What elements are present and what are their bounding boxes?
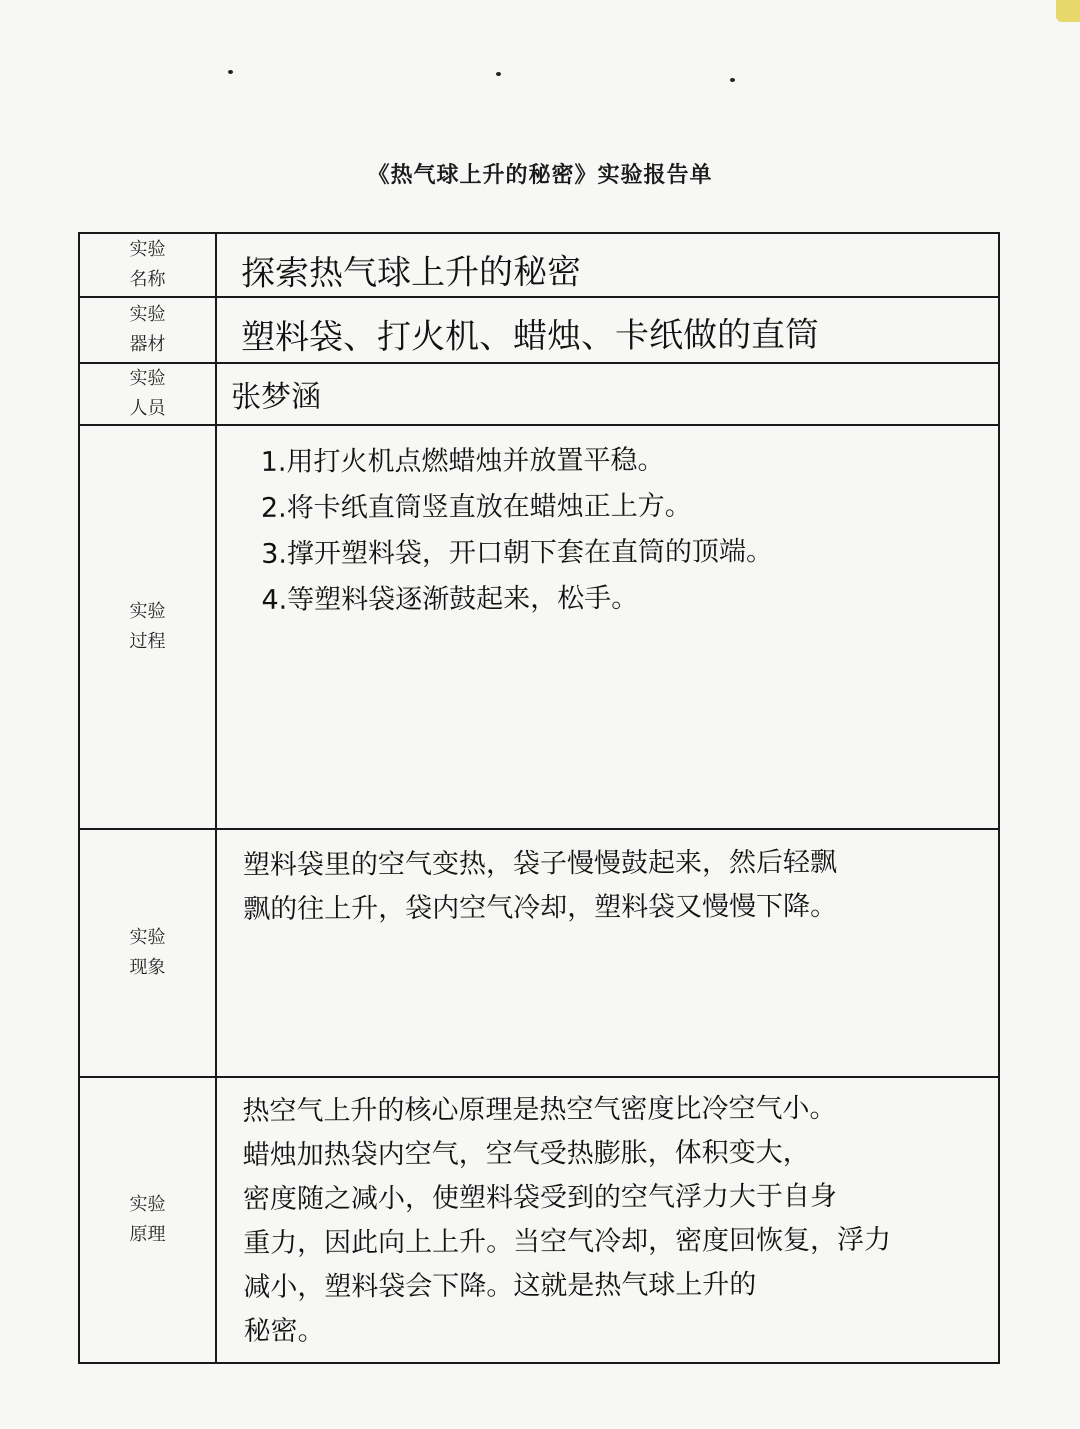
personnel-value: 张梦涵 [230, 379, 322, 415]
process-step: 1.用打火机点燃蜡烛并放置平稳。 [260, 444, 665, 478]
paper-speck [228, 70, 233, 74]
process-step: 3.撑开塑料袋，开口朝下套在直筒的顶端。 [261, 536, 773, 570]
principle-line: 重力，因此向上上升。当空气冷却，密度回恢复，浮力 [243, 1224, 892, 1259]
phenomenon-text [217, 828, 999, 932]
paper-speck [496, 72, 501, 76]
principle-text [216, 1076, 998, 1354]
value-cell [216, 1077, 999, 1363]
phenomenon-line: 塑料袋里的空气变热，袋子慢慢鼓起来，然后轻飘 [242, 846, 837, 881]
process-step: 2.将卡纸直筒竖直放在蜡烛正上方。 [260, 490, 692, 524]
label-process [130, 597, 166, 657]
label-line: 名称 [129, 269, 166, 290]
label-experiment-name [130, 235, 166, 295]
materials-value: 塑料袋、打火机、蜡烛、卡纸做的直筒 [240, 314, 820, 358]
row-principle [79, 1077, 999, 1363]
principle-line: 密度随之减小，使塑料袋受到的空气浮力大于自身 [242, 1180, 837, 1215]
label-cell [79, 425, 216, 829]
label-line: 人员 [129, 398, 166, 419]
label-line: 现象 [129, 957, 166, 978]
label-line: 实验 [129, 601, 166, 622]
label-line: 实验 [129, 1194, 166, 1215]
principle-line: 热空气上升的核心原理是热空气密度比冷空气小。 [242, 1092, 837, 1127]
label-cell [79, 233, 216, 297]
label-line: 过程 [129, 631, 166, 652]
row-experiment-name [79, 233, 999, 297]
label-phenomenon [130, 923, 166, 983]
label-cell [79, 297, 216, 363]
label-cell [79, 1077, 216, 1363]
principle-line: 减小，塑料袋会下降。这就是热气球上升的 [243, 1269, 757, 1303]
process-steps [216, 424, 998, 624]
label-personnel [130, 364, 166, 424]
label-line: 器材 [129, 334, 166, 355]
principle-line: 秘密。 [243, 1315, 325, 1347]
row-phenomenon [79, 829, 999, 1077]
label-materials [130, 300, 166, 360]
label-line: 实验 [129, 927, 166, 948]
row-personnel [79, 363, 999, 425]
value-cell [216, 363, 999, 425]
label-cell [79, 829, 216, 1077]
row-materials [79, 297, 999, 363]
value-cell [216, 829, 999, 1077]
label-line: 实验 [129, 304, 166, 325]
label-line: 原理 [129, 1224, 166, 1245]
value-cell [216, 425, 999, 829]
label-cell [79, 363, 216, 425]
principle-line: 蜡烛加热袋内空气，空气受热膨胀，体积变大， [242, 1136, 810, 1171]
paper-speck [730, 78, 735, 82]
process-step: 4.等塑料袋逐渐鼓起来，松手。 [261, 582, 639, 616]
label-principle [130, 1190, 166, 1250]
phenomenon-line: 飘的往上升，袋内空气冷却，塑料袋又慢慢下降。 [243, 890, 838, 925]
page-corner-tag [1056, 0, 1080, 22]
value-cell [216, 297, 999, 363]
experiment-name-value: 探索热气球上升的秘密 [240, 252, 582, 294]
row-process [79, 425, 999, 829]
value-cell [216, 233, 999, 297]
label-line: 实验 [129, 368, 166, 389]
label-line: 实验 [129, 239, 166, 260]
report-title: 《热气球上升的秘密》实验报告单 [367, 162, 713, 188]
report-table [78, 232, 1000, 1364]
